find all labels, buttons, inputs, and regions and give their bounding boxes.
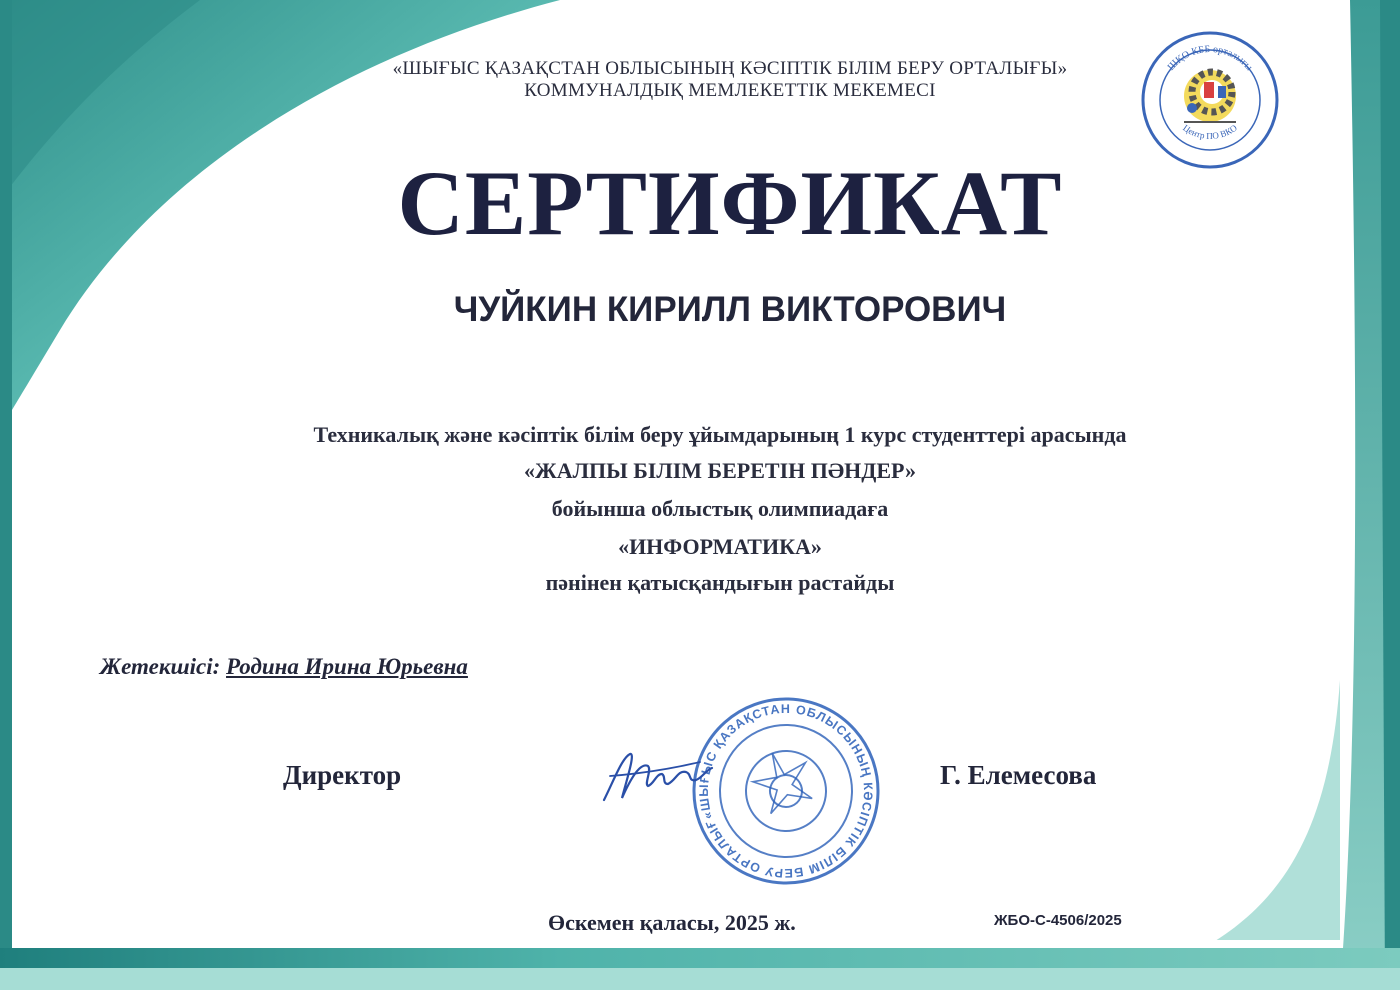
recipient-name: ЧУЙКИН КИРИЛЛ ВИКТОРОВИЧ [453, 290, 1007, 329]
supervisor-label: Жетекшісі: [100, 654, 221, 679]
city-and-year: Өскемен қаласы, 2025 ж. [548, 910, 796, 935]
certificate-number: ЖБО-С-4506/2025 [994, 912, 1122, 929]
supervisor-name: Родина Ирина Юрьевна [226, 654, 468, 679]
supervisor [100, 654, 468, 680]
logo-text-bottom: Центр ПО ВКО [1181, 122, 1239, 141]
body-line-4: «ИНФОРМАТИКА» [618, 534, 822, 559]
body-line-5: пәнінен қатысқандығын растайды [545, 570, 895, 595]
organization-name-line2: КОММУНАЛДЫҚ МЕМЛЕКЕТТІК МЕКЕМЕСІ [524, 80, 936, 101]
stamp-text: «ШЫҒЫС ҚАЗАҚСТАН ОБЛЫСЫНЫҢ КӘСІПТІК БІЛІМ БЕРУ ОРТАЛЫҒЫ» [696, 701, 876, 881]
director-signature [596, 740, 716, 810]
director-name: Г. Елемесова [940, 760, 1097, 790]
logo-text-top: ШҚО КББ орталығы [1165, 43, 1255, 73]
body-line-1: Техникалық және кәсіптік білім беру ұйымдарының 1 курс студенттері арасында [313, 422, 1127, 447]
svg-text:«ШЫҒЫС ҚАЗАҚСТАН ОБЛЫСЫНЫҢ КӘС [690, 695, 882, 887]
organization-name-line1: «ШЫҒЫС ҚАЗАҚСТАН ОБЛЫСЫНЫҢ КӘСІПТІК БІЛІМ БЕРУ ОРТАЛЫҒЫ» [392, 58, 1068, 79]
body-line-3: бойынша облыстық олимпиадаға [551, 496, 889, 521]
body-line-2: «ЖАЛПЫ БІЛІМ БЕРЕТІН ПӘНДЕР» [523, 458, 917, 483]
certificate-title: СЕРТИФИКАТ [397, 152, 1063, 254]
director-label: Директор [283, 760, 402, 790]
round-seal-stamp-icon [690, 695, 882, 887]
